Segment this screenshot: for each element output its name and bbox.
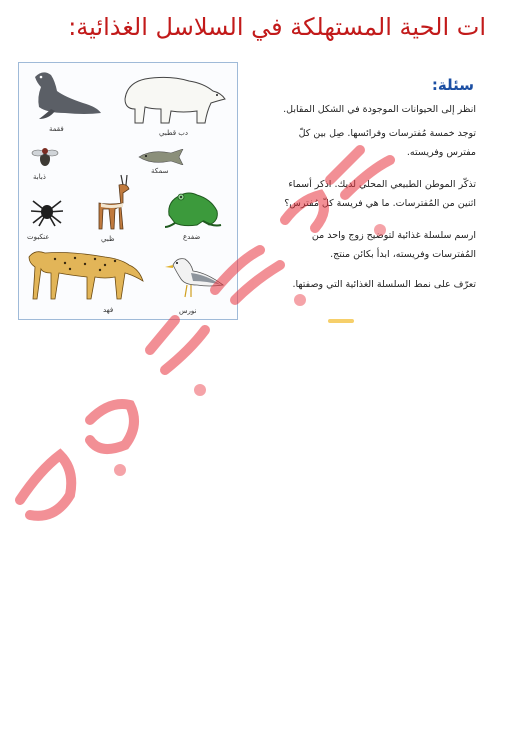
question-line: اثنين من المُفترسات. ما هي فريسة كلّ مُفترس؟	[284, 198, 476, 209]
cheetah-label: فهد	[103, 306, 114, 314]
seal-label: فقمة	[49, 125, 64, 133]
page-title: ات الحية المستهلكة في السلاسل الغذائية:	[68, 13, 486, 41]
question-line: توجد خمسة مُفترسات وفرائسها. صِل بين كلّ	[298, 128, 476, 139]
fly-label: ذبابة	[33, 173, 46, 181]
animals-figure	[18, 62, 238, 320]
fish-illustration	[137, 149, 187, 165]
yellow-mark	[326, 310, 356, 318]
frog-label: ضفدع	[183, 233, 201, 241]
gazelle-label: ظبي	[101, 235, 115, 243]
gazelle-illustration	[89, 173, 137, 231]
question-line: ارسم سلسلة غذائية لتوضيح زوج واحد من	[311, 230, 476, 241]
cheetah-illustration	[25, 243, 145, 303]
fly-illustration	[31, 145, 59, 169]
seal-illustration	[25, 67, 105, 123]
question-line: تذكّر الموطن الطبيعي المحلي لديك. اذكر أسماء	[288, 179, 476, 190]
polar-bear-illustration	[117, 69, 229, 127]
gull-illustration	[163, 251, 229, 301]
spider-illustration	[29, 197, 65, 227]
question-line: انظر إلى الحيوانات الموجودة في الشكل المقابل.	[283, 104, 476, 115]
question-line: مفترس وفريسته.	[406, 147, 476, 158]
fish-label: سمكة	[151, 167, 169, 175]
questions-heading: سئلة:	[431, 76, 474, 94]
gull-label: نورس	[179, 307, 197, 315]
question-line: تعرّف على نمط السلسلة الغذائية التي وصفتها.	[292, 279, 476, 290]
frog-illustration	[163, 185, 223, 229]
question-line: المُفترسات وفريسته، ابدأ بكائن منتج.	[330, 249, 476, 260]
polar-bear-label: دب قطبي	[159, 129, 188, 137]
spider-label: عنكبوت	[27, 233, 50, 241]
